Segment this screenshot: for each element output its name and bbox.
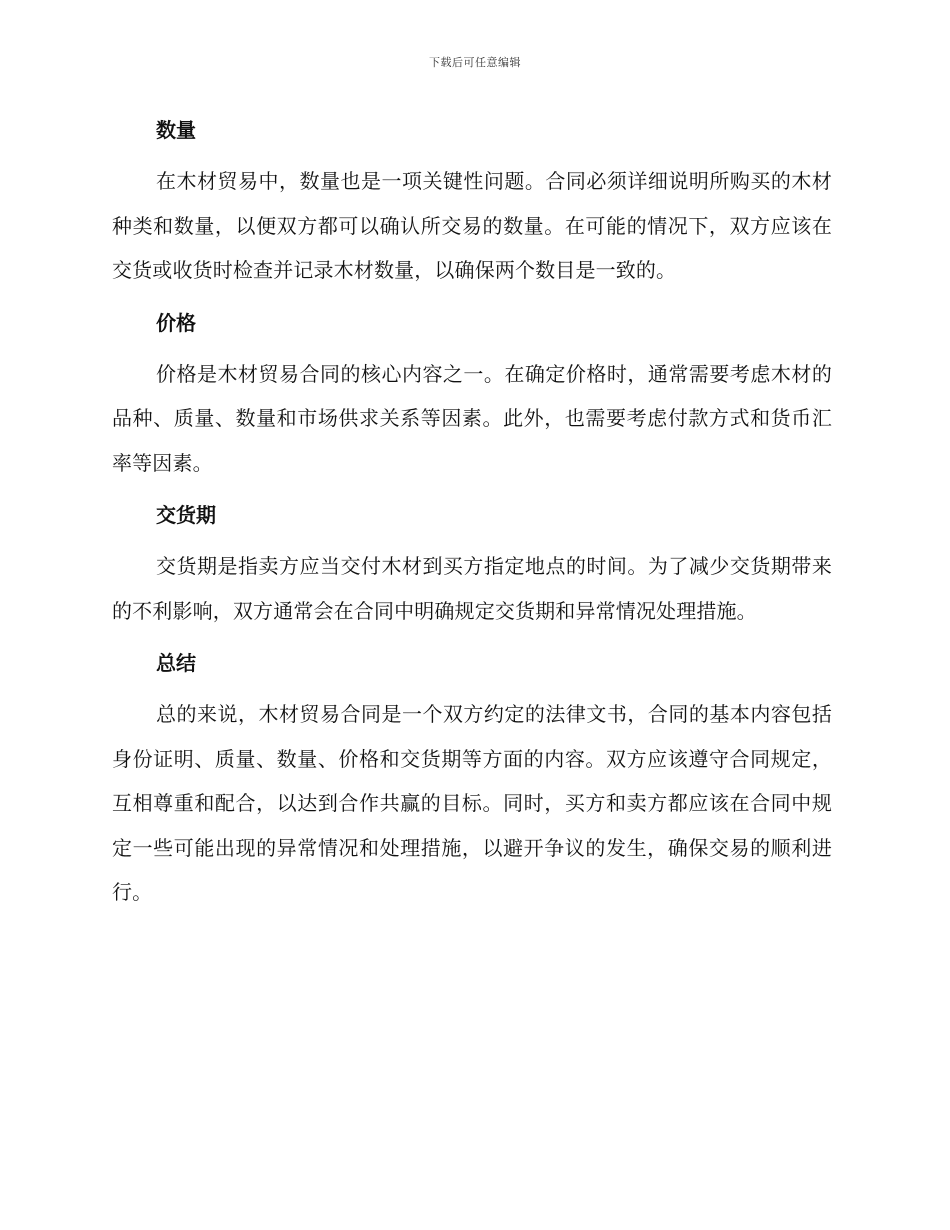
section-paragraph-summary: 总的来说，木材贸易合同是一个双方约定的法律文书，合同的基本内容包括身份证明、质量、数量、价格和交货期等方面的内容。双方应该遵守合同规定，互相尊重和配合，以达到合作共赢的目标。同时，买方和卖方都应该在合同中规定一些可能出现的异常情况和处理措施，以避开争议的发生，确保交易的顺利进行。 <box>112 702 832 904</box>
page-header-note: 下载后可任意编辑 <box>429 56 521 69</box>
section-heading-quantity: 数量 <box>156 118 196 142</box>
section-paragraph-delivery: 交货期是指卖方应当交付木材到买方指定地点的时间。为了减少交货期带来的不利影响，双方通常会在合同中明确规定交货期和异常情况处理措施。 <box>112 554 832 623</box>
section-paragraph-price: 价格是木材贸易合同的核心内容之一。在确定价格时，通常需要考虑木材的品种、质量、数量和市场供求关系等因素。此外，也需要考虑付款方式和货币汇率等因素。 <box>112 361 832 475</box>
section-paragraph-quantity: 在木材贸易中，数量也是一项关键性问题。合同必须详细说明所购买的木材种类和数量，以便双方都可以确认所交易的数量。在可能的情况下，双方应该在交货或收货时检查并记录木材数量，以确保两个数目是一致的。 <box>112 169 832 282</box>
section-heading-price: 价格 <box>156 310 196 335</box>
section-heading-delivery: 交货期 <box>156 503 216 527</box>
section-heading-summary: 总结 <box>156 651 196 675</box>
document-body <box>112 110 832 915</box>
